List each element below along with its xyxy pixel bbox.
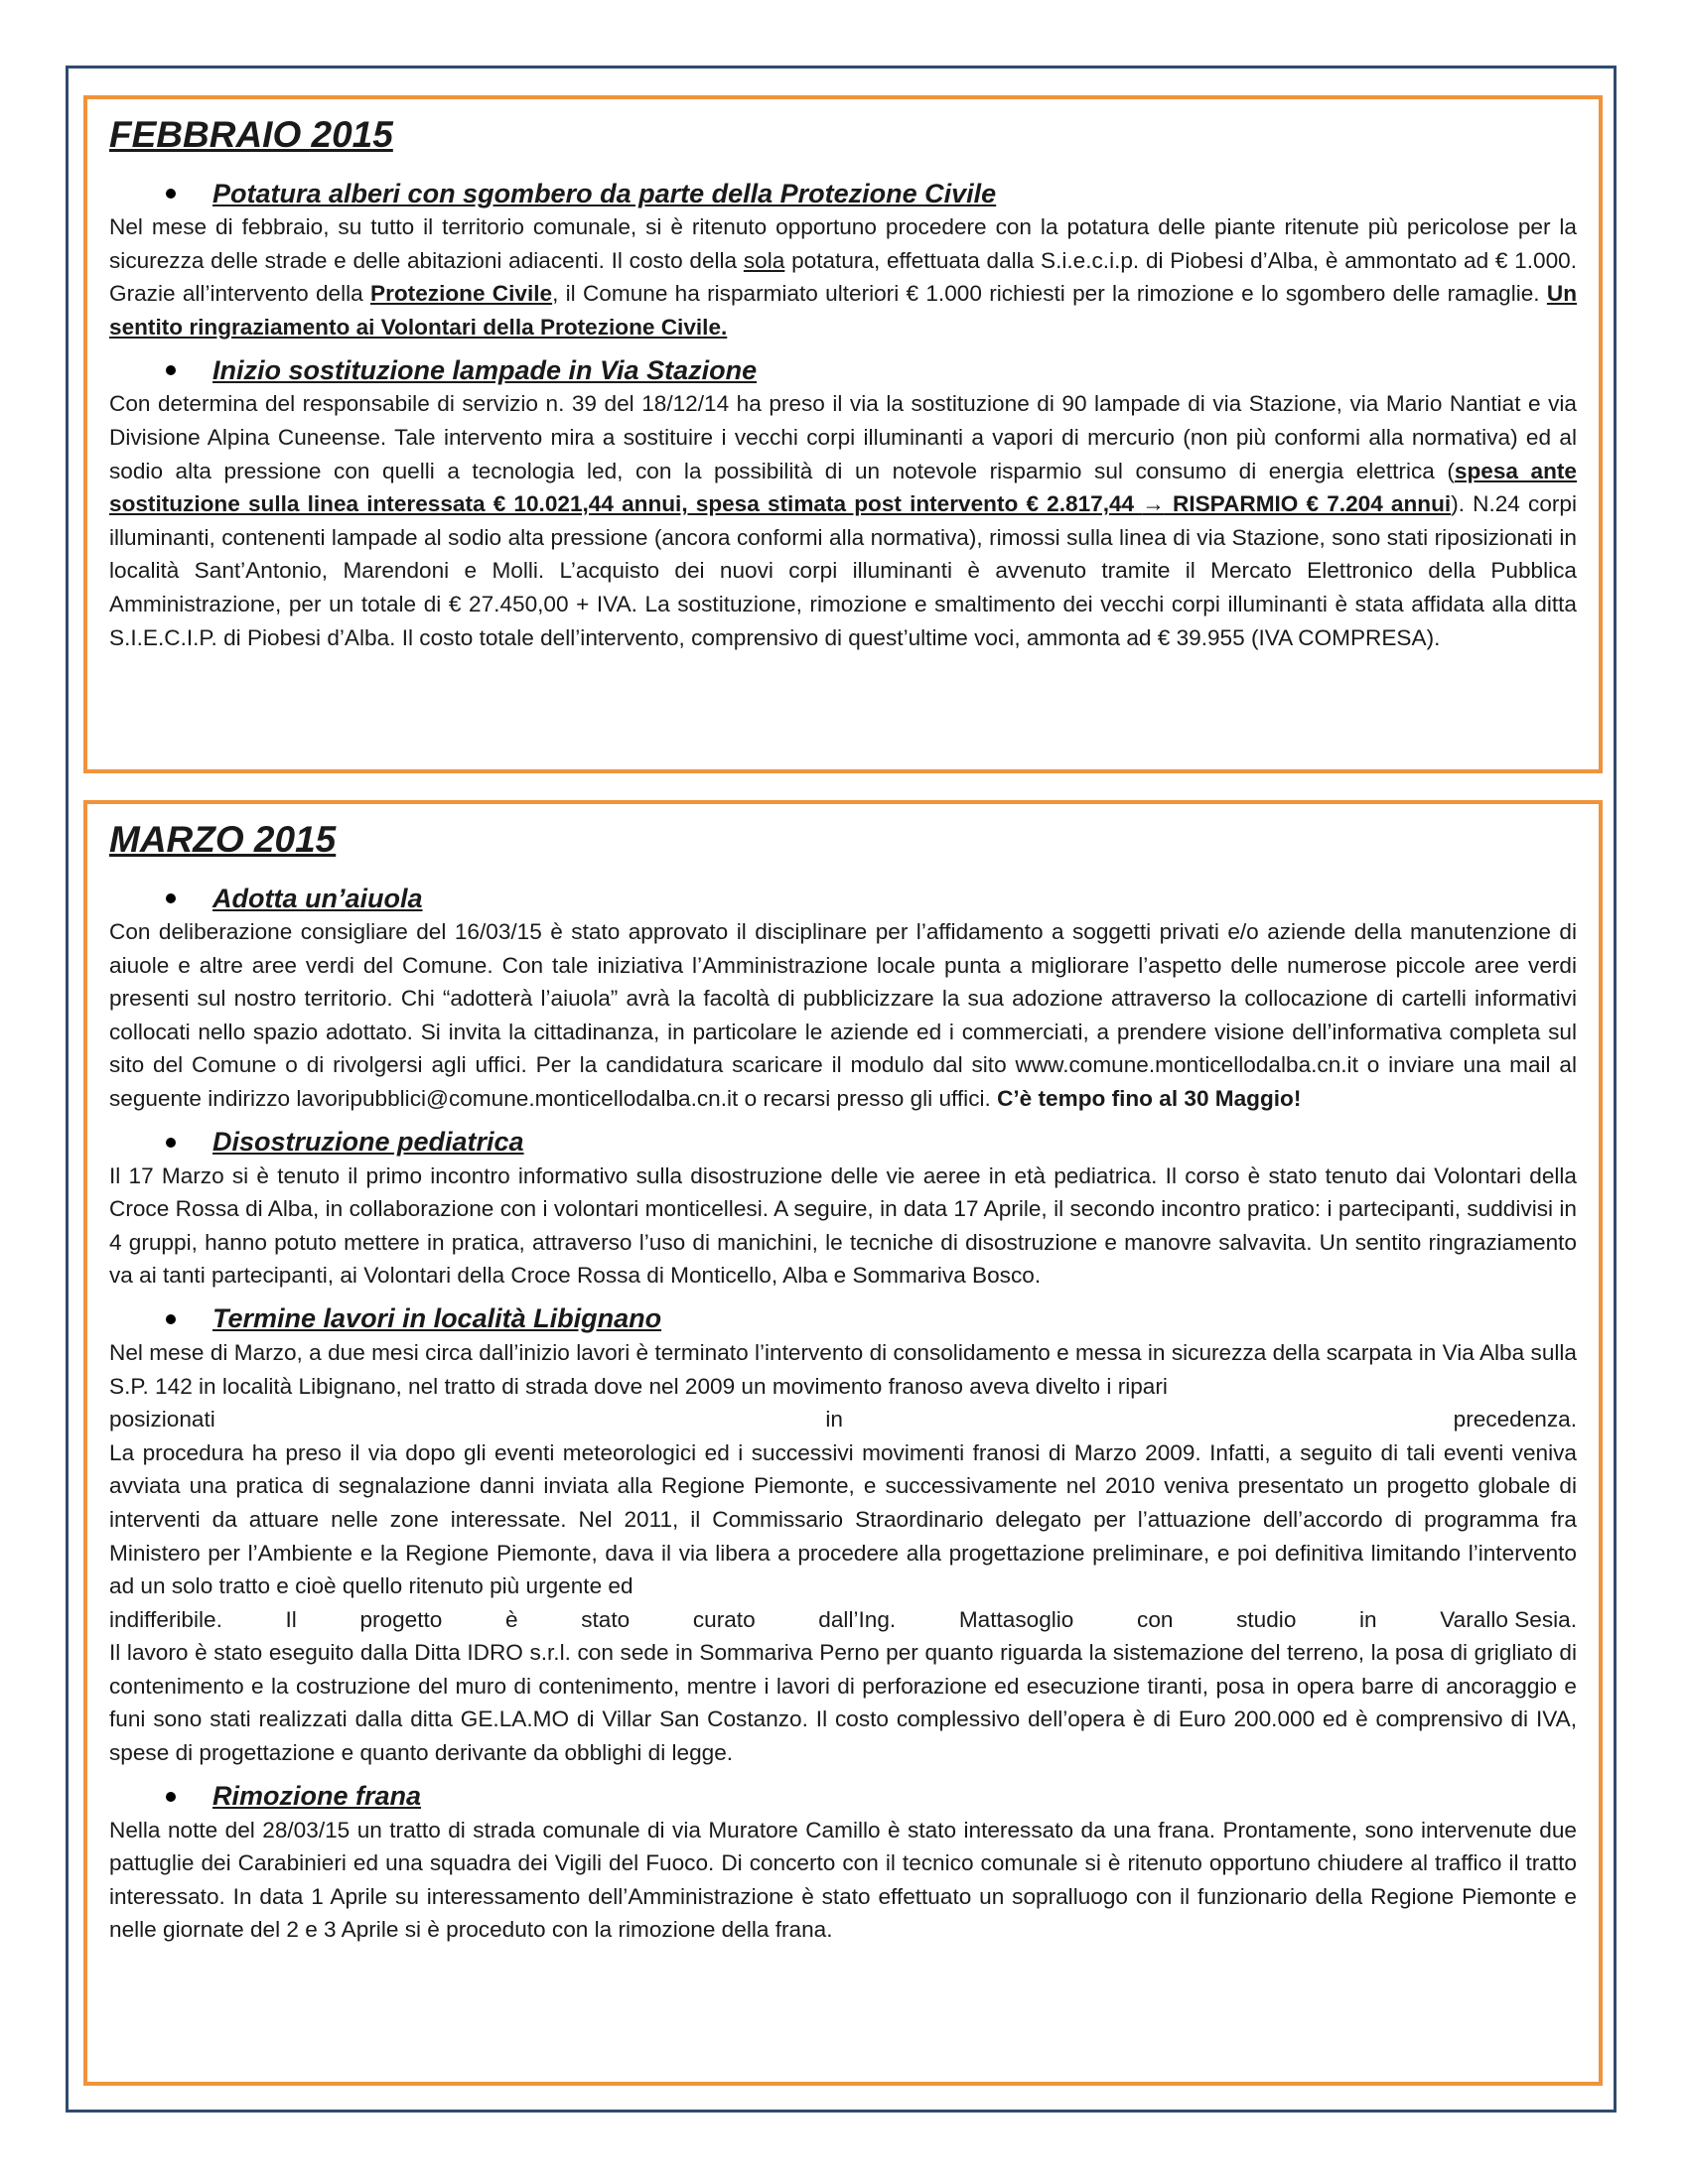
item-title: Rimozione frana	[212, 1781, 422, 1812]
item-body: Il lavoro è stato eseguito dalla Ditta IDRO s.r.l. con sede in Sommariva Perno per quanto riguarda la sistemazione del terreno, la posa di grigliato di contenimento e la costruzione del muro di contenimento, mentre i lavori di perforazione ed esecuzione tiranti, posa in opera barre di ancoraggio e funi sono stati realizzati dalla ditta GE.LA.MO di Villar San Costanzo. Il costo complessivo dell’opera è di Euro 200.000 ed è comprensivo di IVA, spese di progettazione e quanto derivante da obblighi di legge.	[109, 1640, 1577, 1766]
item-heading	[109, 1302, 1577, 1336]
bullet-icon	[109, 189, 212, 199]
item-title: Inizio sostituzione lampade in Via Stazione	[212, 354, 758, 385]
arrow-right-icon: →	[1142, 491, 1165, 517]
bullet-icon	[109, 893, 212, 903]
bullet-icon	[109, 365, 212, 375]
item-body: Con determina del responsabile di servizio n. 39 del 18/12/14 ha preso il via la sostituzione di 90 lampade di via Stazione, via Mario Nantiat e via Divisione Alpina Cuneense. Tale intervento mira a sostituire i vecchi corpi illuminanti a vapori di mercurio (non più conformi alla normativa) ed al sodio alta pressione con quelli a tecnologia led, con la possibilità di un notevole risparmio sul consumo di energia elettrica (spesa ante sostituzione sulla linea interessata € 10.021,44 annui, spesa stimata post intervento € 2.817,44 → RISPARMIO € 7.204 annui). N.24 corpi illuminanti, contenenti lampade al sodio alta pressione (ancora conformi alla normativa), rimossi sulla linea di via Stazione, sono stati riposizionati in località Sant’Antonio, Marendoni e Molli. L’acquisto dei nuovi corpi illuminanti è avvenuto tramite il Mercato Elettronico della Pubblica Amministrazione, per un totale di € 27.450,00 + IVA. La sostituzione, rimozione e smaltimento dei vecchi corpi illuminanti è stata affidata alla ditta S.I.E.C.I.P. di Piobesi d’Alba. Il costo totale dell’intervento, comprensivo di quest’ultime voci, ammonta ad € 39.955 (IVA COMPRESA).	[109, 391, 1577, 650]
item-title: Termine lavori in località Libignano	[212, 1303, 662, 1334]
spread-line: posizionati in precedenza.	[109, 1407, 1577, 1433]
item-heading	[109, 1126, 1577, 1160]
item-body: Con deliberazione consigliare del 16/03/15 è stato approvato il disciplinare per l’affidamento a soggetti privati e/o aziende della manutenzione di aiuole e altre aree verdi del Comune. Con tale iniziativa l’Amministrazione locale punta a migliorare l’aspetto delle numerose piccole aree verdi presenti sul nostro territorio. Chi “adotterà l’aiuola” avrà la facoltà di pubblicizzare la sua adozione attraverso la collocazione di cartelli informativi collocati nello spazio adottato. Si invita la cittadinanza, in particolare le aziende ed i commerciati, a prendere visione dell’informativa completa sul sito del Comune o di rivolgersi agli uffici. Per la candidatura scaricare il modulo dal sito www.comune.monticellodalba.cn.it o inviare una mail al seguente indirizzo lavoripubblici@comune.monticellodalba.cn.it o recarsi presso gli uffici. C’è tempo fino al 30 Maggio!	[109, 919, 1577, 1111]
item-body: Nel mese di febbraio, su tutto il territorio comunale, si è ritenuto opportuno procedere con la potatura delle piante ritenute più pericolose per la sicurezza delle strade e delle abitazioni adiacenti. Il costo della sola potatura, effettuata dalla S.i.e.c.i.p. di Piobesi d’Alba, è ammontato ad € 1.000. Grazie all’intervento della Protezione Civile, il Comune ha risparmiato ulteriori € 1.000 richiesti per la rimozione e lo sgombero delle ramaglie. Un sentito ringraziamento ai Volontari della Protezione Civile.	[109, 214, 1577, 340]
item-heading	[109, 882, 1577, 915]
item-body: Nel mese di Marzo, a due mesi circa dall’inizio lavori è terminato l’intervento di consolidamento e messa in sicurezza della scarpata in Via Alba sulla S.P. 142 in località Libignano, nel tratto di strada dove nel 2009 un movimento franoso aveva divelto i ripari	[109, 1339, 1577, 1399]
item-body: La procedura ha preso il via dopo gli eventi meteorologici ed i successivi movimenti franosi di Marzo 2009. Infatti, a seguito di tali eventi veniva avviata una pratica di segnalazione danni inviata alla Regione Piemonte, e successivamente nel 2010 veniva presentato un progetto globale di interventi da attuare nelle zone interessate. Nel 2011, il Commissario Straordinario delegato per l’attuazione dell’accordo di programma fra Ministero per l’Ambiente e la Regione Piemonte, dava il via libera a procedere alla progettazione preliminare, e poi definitiva limitando l’intervento ad un solo tratto e cioè quello ritenuto più urgente ed	[109, 1439, 1577, 1599]
item-title: Potatura alberi con sgombero da parte della Protezione Civile	[212, 178, 997, 208]
item-heading	[109, 353, 1577, 387]
item-body: Nella notte del 28/03/15 un tratto di strada comunale di via Muratore Camillo è stato interessato da una frana. Prontamente, sono intervenute due pattuglie dei Carabinieri ed una squadra dei Vigili del Fuoco. Di concerto con il tecnico comunale si è ritenuto opportuno chiudere al traffico il tratto interessato. In data 1 Aprile su interessamento dell’Amministrazione è stato effettuato un sopralluogo con il funzionario della Regione Piemonte e nelle giornate del 2 e 3 Aprile si è proceduto con la rimozione della frana.	[109, 1817, 1577, 1943]
bullet-icon	[109, 1314, 212, 1324]
item-heading	[109, 1780, 1577, 1814]
item-heading	[109, 177, 1577, 210]
item-title: Disostruzione pediatrica	[212, 1127, 524, 1158]
bullet-icon	[109, 1138, 212, 1148]
spread-line: indifferibile. Il progetto è stato curato dall’Ing. Mattasoglio con studio in Varallo Sesia.	[109, 1606, 1577, 1632]
bullet-icon	[109, 1792, 212, 1802]
section-title: MARZO 2015	[109, 819, 337, 860]
section-febbraio	[83, 95, 1603, 773]
item-title: Adotta un’aiuola	[212, 883, 423, 913]
item-body: Il 17 Marzo si è tenuto il primo incontro informativo sulla disostruzione delle vie aeree in età pediatrica. Il corso è stato tenuto dai Volontari della Croce Rossa di Alba, in collaborazione con i volontari monticellesi. A seguire, in data 17 Aprile, il secondo incontro pratico: i partecipanti, suddivisi in 4 gruppi, hanno potuto mettere in pratica, attraverso l’uso di manichini, le tecniche di disostruzione e manovre salvavita. Un sentito ringraziamento va ai tanti partecipanti, ai Volontari della Croce Rossa di Monticello, Alba e Sommariva Bosco.	[109, 1162, 1577, 1289]
section-marzo	[83, 800, 1603, 2086]
section-title: FEBBRAIO 2015	[109, 114, 393, 155]
